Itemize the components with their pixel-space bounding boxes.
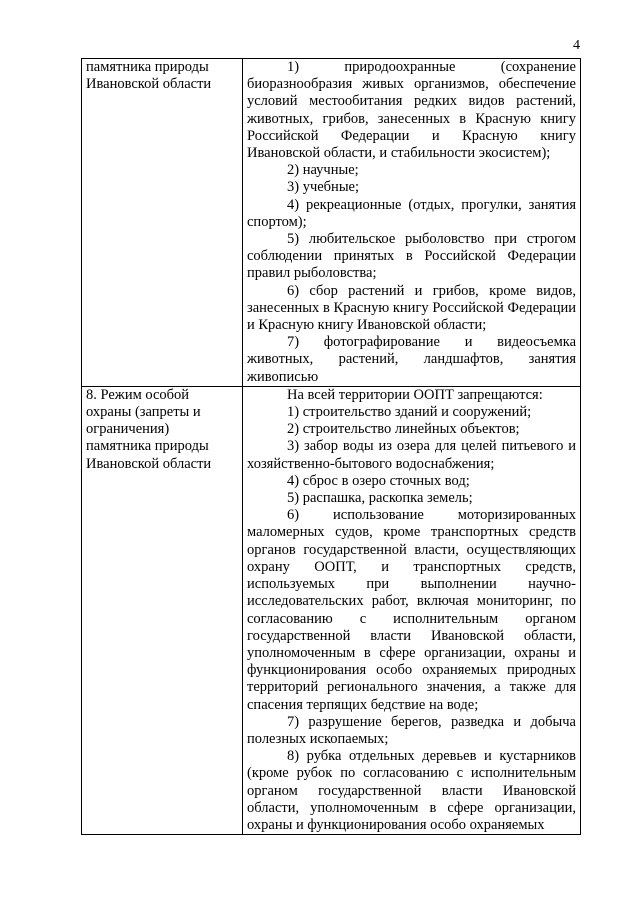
row-content-cell (243, 59, 581, 387)
row-content-cell (243, 386, 581, 834)
content-paragraph: 8) рубка отдельных деревьев и кустарников (кроме рубок по согласованию с исполнительным органом государственной власти Ивановской области, уполномоченным в сфере организации, охраны и функционирования особо охраняемых (247, 748, 576, 833)
content-paragraph: 3) забор воды из озера для целей питьевого и хозяйственно-бытового водоснабжения; (247, 438, 576, 472)
content-paragraph: 6) сбор растений и грибов, кроме видов, занесенных в Красную книгу Российской Федерации и Красную книгу Ивановской области; (247, 282, 576, 334)
content-paragraph: 4) сброс в озеро сточных вод; (287, 472, 470, 489)
row-label-cell (82, 386, 243, 834)
row-label-line: Ивановской области (86, 455, 212, 472)
row-label-line: охраны (запреты и (86, 404, 201, 421)
row-label-line: памятника природы (86, 438, 209, 455)
content-paragraph: На всей территории ООПТ запрещаются: (287, 386, 543, 403)
page-number: 4 (573, 38, 580, 53)
content-paragraph: 5) распашка, раскопка земель; (287, 490, 473, 507)
row-label-line: памятника природы (86, 59, 209, 75)
content-paragraph: 3) учебные; (287, 179, 360, 196)
table-row (82, 386, 581, 834)
row-label-cell (82, 59, 243, 387)
content-paragraph: 7) фотографирование и видеосъемка животных, растений, ландшафтов, занятия живописью (247, 334, 576, 385)
row-label-line: ограничения) (86, 421, 170, 438)
content-paragraph: 2) строительство линейных объектов; (287, 421, 520, 438)
content-paragraph: 1) строительство зданий и сооружений; (287, 404, 532, 421)
content-paragraph: 2) научные; (287, 162, 359, 179)
row-label-line: 8. Режим особой (86, 386, 190, 403)
content-paragraph: 6) использование моторизированных маломерных судов, кроме транспортных средств органов государственной власти, осуществляющих охрану ООПТ, и транспортных средств, используемых при выполнении научно-исследовательских работ, включая мониторинг, по согласованию с исполнительным органом государственной власти Ивановской области, уполномоченным в сфере организации, охраны и функционирования особо охраняемых природных территорий регионального значения, а также для спасения терпящих бедствие на воде; (247, 507, 576, 713)
content-paragraph: 5) любительское рыболовство при строгом соблюдении принятых в Российской Федерации правил рыболовства; (247, 231, 576, 282)
table-row (82, 59, 581, 387)
content-paragraph: 4) рекреационные (отдых, прогулки, занятия спортом); (247, 196, 576, 230)
content-paragraph: 1) природоохранные (сохранение биоразнообразия живых организмов, обеспечение условий местообитания редких видов растений, животных, грибов, занесенных в Красную книгу Российской Федерации и Красную книгу Ивановской области, и стабильности экосистем); (247, 59, 576, 162)
regime-table (81, 58, 581, 835)
row-label-line: Ивановской области (86, 76, 212, 93)
content-paragraph: 7) разрушение берегов, разведка и добыча полезных ископаемых; (247, 713, 576, 747)
